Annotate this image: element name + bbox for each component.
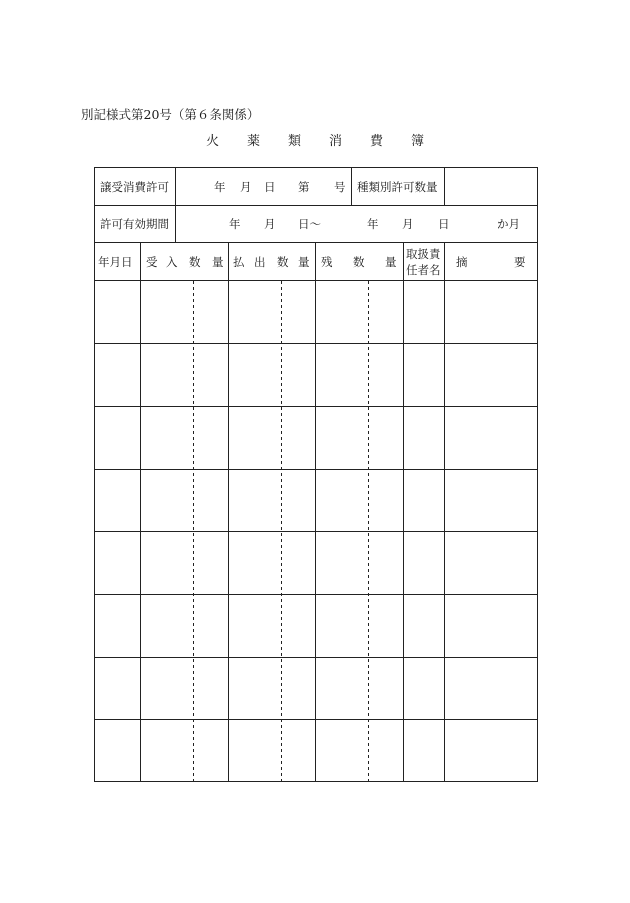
validity-start-year: 年 xyxy=(229,217,241,231)
header-paid-char: 量 xyxy=(298,255,310,269)
header-summary-char: 摘 xyxy=(456,255,468,269)
header-paid-char: 数 xyxy=(277,255,289,269)
header-paid-char: 出 xyxy=(254,255,266,269)
title-char: 費 xyxy=(370,134,384,149)
permit-month: 月 xyxy=(240,180,252,194)
permit-number-suffix: 号 xyxy=(334,180,346,194)
header-handler-line2: 任者名 xyxy=(406,263,441,277)
validity-end-day: 日 xyxy=(438,217,450,231)
title-char: 消 xyxy=(329,134,343,149)
header-balance-char: 量 xyxy=(385,255,397,269)
quantity-by-type-label: 種類別許可数量 xyxy=(357,180,438,194)
validity-start-month: 月 xyxy=(264,217,276,231)
table-grid xyxy=(94,167,538,782)
header-handler-line1: 取扱責 xyxy=(406,247,441,261)
header-received-char: 量 xyxy=(212,255,224,269)
validity-months: か月 xyxy=(497,217,520,231)
validity-start-day: 日〜 xyxy=(298,217,321,231)
title-char: 火 xyxy=(205,134,219,149)
permit-number-prefix: 第 xyxy=(298,180,310,194)
header-received-char: 入 xyxy=(166,255,178,269)
permit-year: 年 xyxy=(214,180,226,194)
validity-end-year: 年 xyxy=(367,217,379,231)
header-received-char: 数 xyxy=(189,255,201,269)
permit-day: 日 xyxy=(264,180,276,194)
title-char: 薬 xyxy=(246,134,260,149)
validity-label: 許可有効期間 xyxy=(100,217,169,231)
header-balance-char: 数 xyxy=(353,255,365,269)
header-date: 年月日 xyxy=(98,255,133,269)
header-summary-char: 要 xyxy=(514,255,526,269)
validity-end-month: 月 xyxy=(402,217,414,231)
title-char: 類 xyxy=(287,134,301,149)
header-balance-char: 残 xyxy=(321,255,333,269)
form-reference: 別記様式第20号（第６条関係） xyxy=(81,107,260,122)
permit-label: 譲受消費許可 xyxy=(100,180,169,194)
header-received-char: 受 xyxy=(146,255,158,269)
header-paid-char: 払 xyxy=(233,255,245,269)
title-char: 簿 xyxy=(411,134,425,149)
